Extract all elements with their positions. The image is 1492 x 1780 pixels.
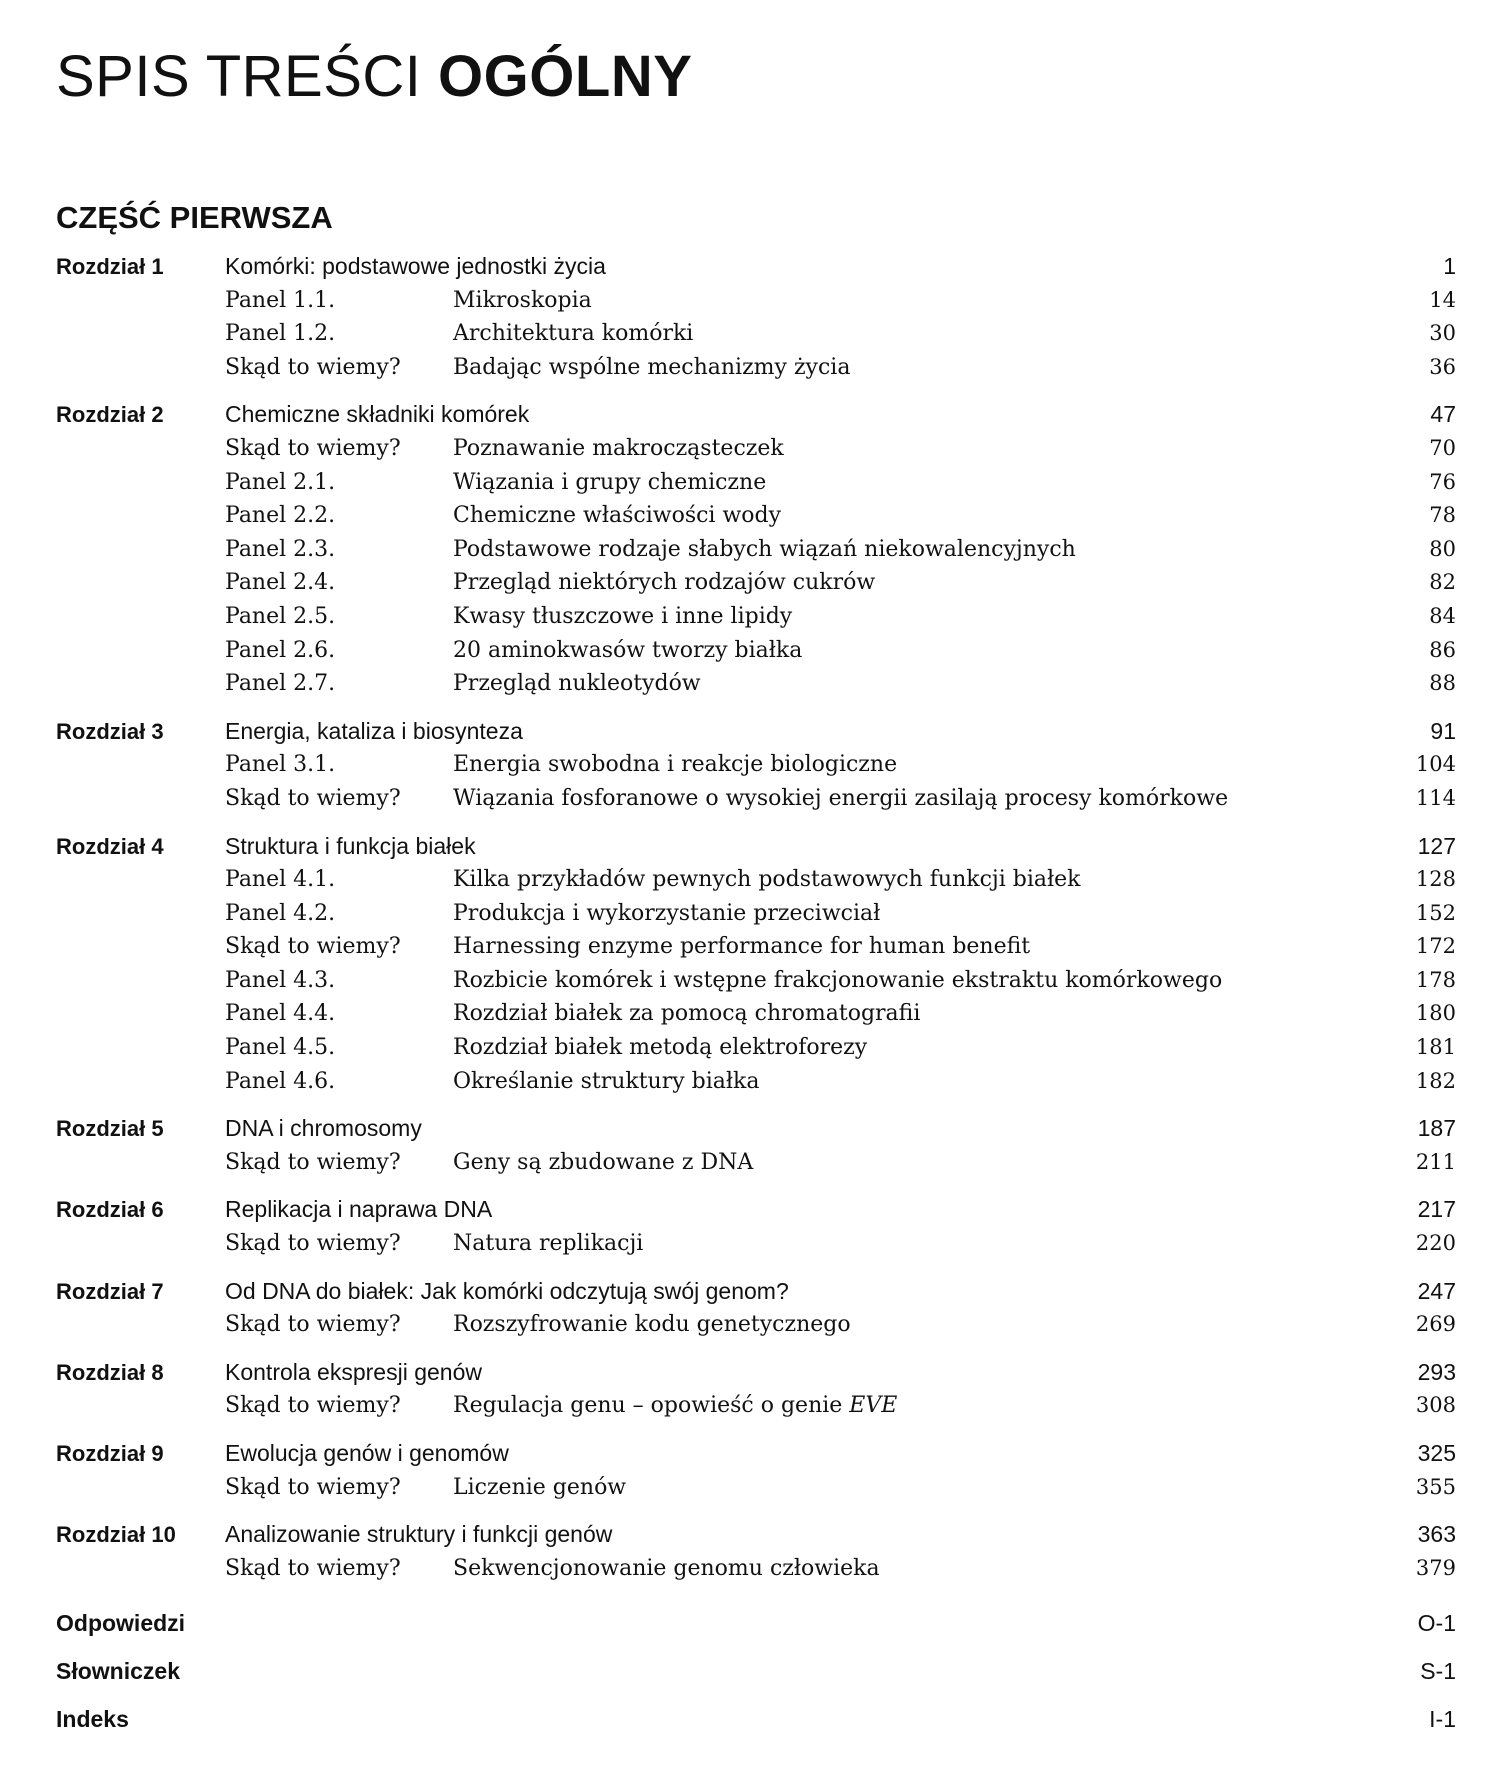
chapter-title: Analizowanie struktury i funkcji genów [225, 1521, 613, 1548]
entry-label: Panel 3.1. [225, 752, 336, 778]
chapter-block [56, 1356, 1456, 1423]
chapter-page: 217 [1417, 1196, 1456, 1223]
entry-label: Panel 4.2. [225, 900, 336, 926]
entry-label: Panel 1.2. [225, 321, 336, 347]
chapter-label: Rozdział 3 [56, 718, 164, 744]
entry-row[interactable] [56, 667, 1456, 701]
chapter-label: Rozdział 2 [56, 402, 164, 428]
chapter-title: Komórki: podstawowe jednostki życia [225, 253, 606, 279]
entry-label: Panel 4.1. [225, 867, 336, 893]
back-matter-label: Odpowiedzi [56, 1610, 186, 1637]
chapter-page: 363 [1417, 1521, 1456, 1548]
chapter-block [56, 1518, 1456, 1585]
entry-page: 355 [1415, 1474, 1456, 1499]
chapter-row[interactable] [56, 1518, 1456, 1552]
entry-title: Badając wspólne mechanizmy życia [453, 354, 851, 380]
entry-title: Harnessing enzyme performance for human benefit [453, 934, 1031, 960]
chapter-label: Rozdział 5 [56, 1116, 164, 1142]
entry-title: Wiązania fosforanowe o wysokiej energii zasilają procesy komórkowe [453, 785, 1229, 811]
chapter-label: Rozdział 7 [56, 1278, 164, 1304]
entry-row[interactable] [56, 930, 1456, 964]
chapter-label: Rozdział 1 [56, 254, 164, 279]
entry-label: Panel 2.4. [225, 570, 336, 596]
entry-label: Skąd to wiemy? [225, 354, 401, 380]
chapter-row[interactable] [56, 715, 1456, 749]
entry-title: Kwasy tłuszczowe i inne lipidy [453, 603, 793, 629]
chapter-label: Rozdział 9 [56, 1441, 164, 1466]
chapter-title: Ewolucja genów i genomów [225, 1440, 509, 1466]
entry-row[interactable] [56, 284, 1456, 318]
entry-label: Panel 4.5. [225, 1035, 336, 1061]
chapter-title: Struktura i funkcja białek [225, 832, 476, 859]
entry-page: 269 [1415, 1312, 1456, 1337]
entry-page: 104 [1415, 752, 1456, 777]
entry-row[interactable] [56, 1031, 1456, 1065]
entry-page: 152 [1415, 900, 1456, 925]
entry-page: 86 [1429, 637, 1456, 662]
entry-label: Skąd to wiemy? [225, 1149, 401, 1175]
entry-label: Panel 4.6. [225, 1068, 336, 1094]
entry-title: Liczenie genów [453, 1474, 627, 1500]
chapter-page: 127 [1417, 832, 1456, 859]
chapter-block [56, 250, 1456, 384]
chapter-title: Od DNA do białek: Jak komórki odczytują swój genom? [225, 1277, 789, 1304]
entry-page: 181 [1415, 1035, 1456, 1060]
entry-page: 308 [1415, 1393, 1456, 1418]
chapter-page: 325 [1417, 1440, 1456, 1466]
entry-title-text: Regulacja genu – opowieść o genie [453, 1393, 850, 1419]
entry-page: 211 [1415, 1149, 1456, 1174]
chapter-page: 247 [1417, 1277, 1456, 1304]
entry-title: Przegląd nukleotydów [453, 671, 701, 697]
entry-label: Panel 2.1. [225, 469, 336, 495]
entry-page: 88 [1429, 671, 1456, 696]
entry-title: Sekwencjonowanie genomu człowieka [453, 1555, 880, 1581]
entry-label: Skąd to wiemy? [225, 785, 401, 811]
entry-title: Poznawanie makrocząsteczek [453, 435, 784, 461]
entry-page: 182 [1415, 1068, 1456, 1093]
entry-row[interactable] [56, 1065, 1456, 1099]
entry-row[interactable] [56, 1471, 1456, 1505]
entry-row[interactable] [56, 317, 1456, 351]
chapter-title: Replikacja i naprawa DNA [225, 1196, 493, 1223]
chapter-label: Rozdział 10 [56, 1522, 176, 1548]
chapter-title: DNA i chromosomy [225, 1115, 422, 1142]
chapter-label: Rozdział 4 [56, 833, 164, 859]
back-matter-row[interactable] [56, 1647, 1456, 1695]
entry-page: 114 [1415, 785, 1456, 810]
entry-label: Panel 2.6. [225, 637, 336, 663]
entry-page: 220 [1415, 1231, 1456, 1256]
entry-row[interactable] [56, 600, 1456, 634]
entry-title: Chemiczne właściwości wody [453, 503, 782, 529]
entry-title: Rozszyfrowanie kodu genetycznego [453, 1312, 851, 1338]
entry-row[interactable] [56, 1552, 1456, 1586]
entry-page: 30 [1429, 321, 1456, 346]
back-matter-row[interactable] [56, 1695, 1456, 1743]
entry-row[interactable] [56, 997, 1456, 1031]
back-matter-page: S-1 [1420, 1658, 1456, 1685]
entry-title: 20 aminokwasów tworzy białka [453, 637, 803, 663]
entry-title: Geny są zbudowane z DNA [453, 1149, 754, 1175]
page-title-bold: OGÓLNY [438, 44, 693, 109]
chapter-block [56, 1437, 1456, 1504]
entry-title: Natura replikacji [453, 1231, 644, 1257]
chapter-block [56, 398, 1456, 700]
chapter-row[interactable] [56, 1193, 1456, 1227]
entry-page: 78 [1429, 503, 1456, 528]
entry-page: 80 [1429, 536, 1456, 561]
entry-row[interactable] [56, 634, 1456, 668]
entry-page: 128 [1415, 867, 1456, 892]
entry-row[interactable] [56, 964, 1456, 998]
back-matter [56, 1599, 1456, 1743]
entry-title: Energia swobodna i reakcje biologiczne [453, 752, 898, 778]
entry-page: 70 [1429, 435, 1456, 460]
entry-row[interactable] [56, 1227, 1456, 1261]
chapter-row[interactable] [56, 830, 1456, 864]
back-matter-label: Indeks [56, 1706, 129, 1733]
chapter-block [56, 1275, 1456, 1342]
entry-page: 172 [1415, 934, 1456, 959]
entry-title: Architektura komórki [453, 321, 694, 347]
entry-label: Panel 4.3. [225, 967, 336, 993]
entry-label: Skąd to wiemy? [225, 934, 401, 960]
entry-title: Produkcja i wykorzystanie przeciwciał [453, 900, 881, 926]
entry-title: Podstawowe rodzaje słabych wiązań niekowalencyjnych [453, 536, 1076, 562]
entry-row[interactable] [56, 566, 1456, 600]
entry-title: Rozbicie komórek i wstępne frakcjonowanie ekstraktu komórkowego [453, 967, 1223, 993]
entry-row[interactable] [56, 499, 1456, 533]
entry-row[interactable] [56, 1389, 1456, 1423]
chapter-title: Kontrola ekspresji genów [225, 1358, 482, 1385]
chapter-page: 47 [1430, 401, 1456, 428]
chapter-label: Rozdział 8 [56, 1359, 164, 1385]
chapter-page: 1 [1443, 253, 1456, 279]
chapter-row[interactable] [56, 1112, 1456, 1146]
entry-row[interactable] [56, 432, 1456, 466]
back-matter-row[interactable] [56, 1599, 1456, 1647]
entry-label: Panel 2.3. [225, 536, 336, 562]
back-matter-label: Słowniczek [56, 1658, 180, 1685]
chapter-label: Rozdział 6 [56, 1197, 164, 1223]
chapter-row[interactable] [56, 1437, 1456, 1471]
entry-label: Panel 2.2. [225, 503, 336, 529]
chapter-row[interactable] [56, 1275, 1456, 1309]
chapter-block [56, 1112, 1456, 1179]
chapter-page: 187 [1417, 1115, 1456, 1142]
entry-row[interactable] [56, 351, 1456, 385]
entry-label: Skąd to wiemy? [225, 1393, 401, 1419]
entry-row[interactable] [56, 466, 1456, 500]
entry-page: 14 [1429, 287, 1456, 312]
entry-label: Panel 2.7. [225, 671, 336, 697]
chapter-block [56, 1193, 1456, 1260]
entry-title-italic: EVE [849, 1393, 898, 1419]
entry-row[interactable] [56, 533, 1456, 567]
entry-row[interactable] [56, 1146, 1456, 1180]
entry-page: 178 [1415, 967, 1456, 992]
entry-page: 180 [1415, 1001, 1456, 1026]
entry-row[interactable] [56, 1308, 1456, 1342]
page-title [56, 44, 693, 109]
chapter-page: 293 [1417, 1358, 1456, 1385]
entry-page: 36 [1429, 354, 1456, 379]
entry-row[interactable] [56, 897, 1456, 931]
chapter-title: Chemiczne składniki komórek [225, 401, 530, 428]
table-of-contents [56, 250, 1456, 1743]
entry-title: Przegląd niektórych rodzajów cukrów [453, 570, 876, 596]
entry-title: Określanie struktury białka [453, 1068, 760, 1094]
chapter-row[interactable] [56, 250, 1456, 284]
chapter-page: 91 [1430, 717, 1456, 744]
entry-label: Skąd to wiemy? [225, 1312, 401, 1338]
entry-row[interactable] [56, 782, 1456, 816]
part-heading: CZĘŚĆ PIERWSZA [56, 200, 333, 235]
entry-page: 379 [1415, 1555, 1456, 1580]
entry-label: Skąd to wiemy? [225, 1555, 401, 1581]
back-matter-page: I-1 [1429, 1706, 1456, 1733]
page-title-light: SPIS TREŚCI [56, 44, 439, 109]
entry-title: Wiązania i grupy chemiczne [453, 469, 767, 495]
chapter-title: Energia, kataliza i biosynteza [225, 717, 523, 744]
entry-row[interactable] [56, 748, 1456, 782]
entry-label: Panel 4.4. [225, 1001, 336, 1027]
chapter-row[interactable] [56, 1356, 1456, 1390]
entry-title: Rozdział białek metodą elektroforezy [453, 1035, 868, 1061]
entry-label: Skąd to wiemy? [225, 1231, 401, 1257]
back-matter-page: O-1 [1417, 1610, 1456, 1637]
entry-title: Kilka przykładów pewnych podstawowych funkcji białek [453, 867, 1081, 893]
entry-title: Rozdział białek za pomocą chromatografii [453, 1001, 921, 1027]
entry-label: Skąd to wiemy? [225, 435, 401, 461]
entry-page: 76 [1429, 469, 1456, 494]
chapter-row[interactable] [56, 398, 1456, 432]
entry-label: Panel 2.5. [225, 603, 336, 629]
entry-label: Panel 1.1. [225, 287, 336, 313]
entry-title: Mikroskopia [453, 287, 592, 313]
chapter-block [56, 830, 1456, 1099]
entry-row[interactable] [56, 863, 1456, 897]
entry-label: Skąd to wiemy? [225, 1474, 401, 1500]
entry-title [453, 1389, 897, 1423]
entry-page: 82 [1429, 570, 1456, 595]
entry-page: 84 [1429, 603, 1456, 628]
chapter-block [56, 715, 1456, 816]
